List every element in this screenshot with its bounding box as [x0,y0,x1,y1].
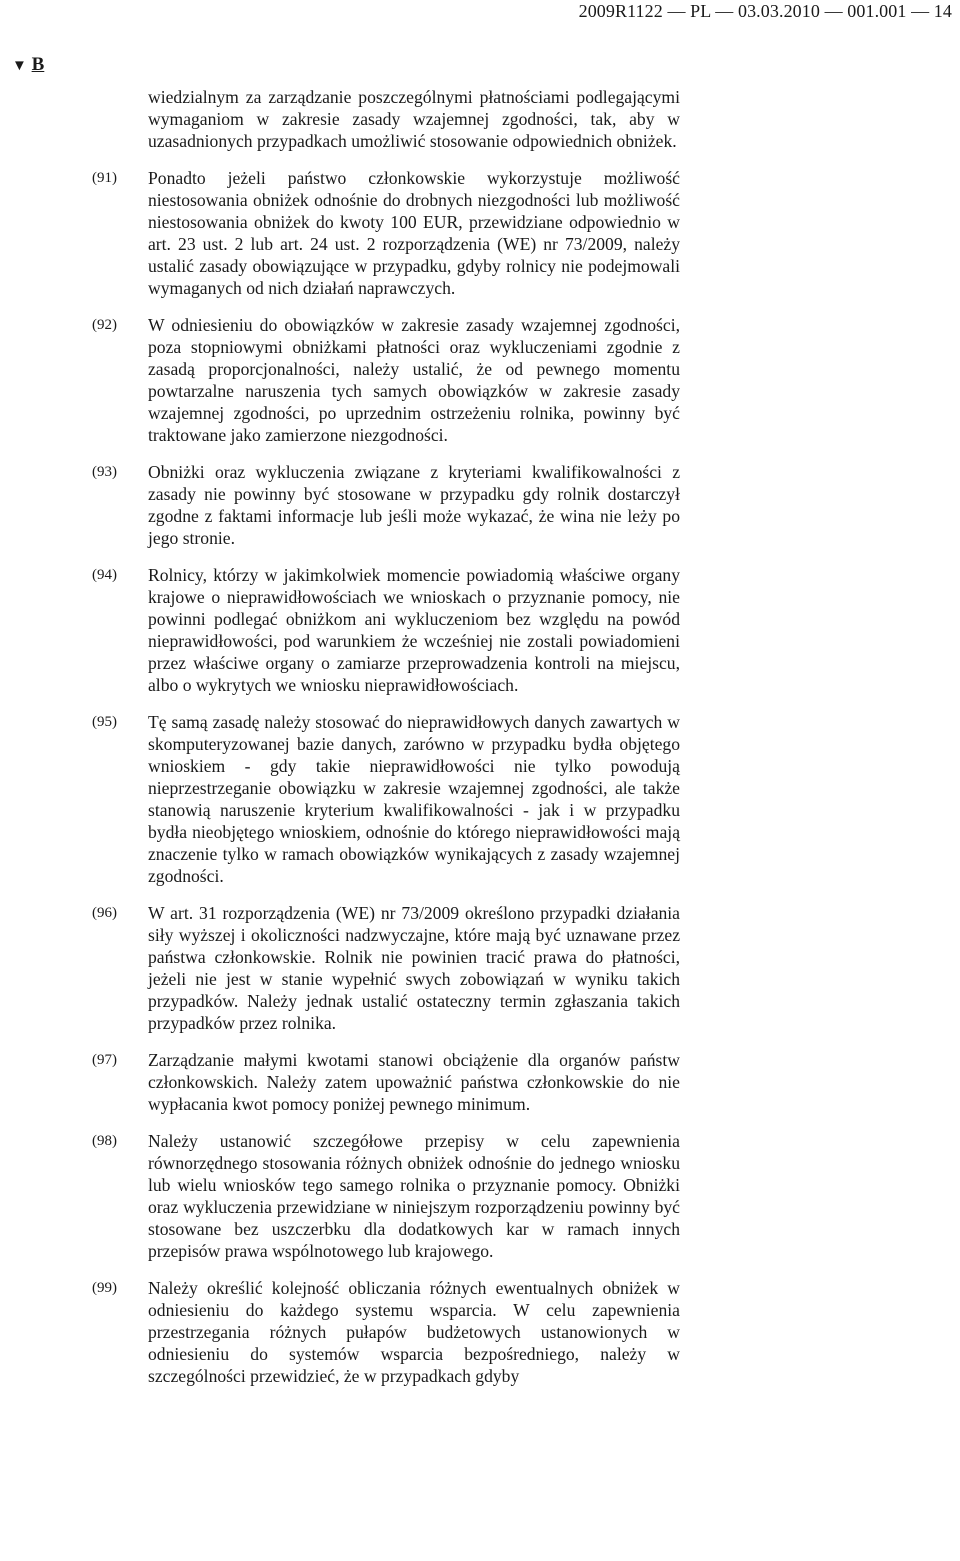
recital-number: (93) [92,464,117,480]
amendment-letter: B [31,54,45,75]
recital-text: Obniżki oraz wykluczenia związane z kryteriami kwalifikowalności z zasady nie powinny być stosowane w przypadku gdy rolnik dostarczył zgodne z faktami informacje lub jeśli może wykazać, że wina nie leży po jego stronie. [148,462,680,548]
recital-text: Należy określić kolejność obliczania różnych ewentualnych obniżek w odniesieniu do każdego systemu wsparcia. W celu zapewnienia przestrzegania różnych pułapów budżetowych ustanowionych w odniesieniu do systemów wsparcia bezpośredniego, należy w szczególności przewidzieć, że w przypadkach gdyby [148,1278,680,1386]
recitals-body [92,86,680,1387]
recital-text: Tę samą zasadę należy stosować do nieprawidłowych danych zawartych w skomputeryzowanej bazie danych, zarówno w przypadku bydła objętego wnioskiem - gdy takie nieprawidłowości nie tylko powodują nieprzestrzeganie obowiązku w zakresie wzajemnej zgodności, ale także stanowią naruszenie kryterium kwalifikowalności - jak i w przypadku bydła nieobjętego wnioskiem, odnośnie do którego nieprawidłowości mają znaczenie tylko w ramach obowiązków wynikających z zasady wzajemnej zgodności. [148,712,680,886]
recital-number: (96) [92,905,117,921]
recital-97 [92,1049,680,1115]
amendment-marker [12,54,44,76]
recital-93 [92,461,680,549]
recital-number: (99) [92,1280,117,1296]
recital-95 [92,711,680,887]
recital-91 [92,167,680,299]
recital-number: (98) [92,1133,117,1149]
recital-text: W art. 31 rozporządzenia (WE) nr 73/2009 określono przypadki działania siły wyższej i okoliczności nadzwyczajne, które mają być uznawane przez państwa członkowskie. Rolnik nie powinien tracić prawa do płatności, jeżeli nie jest w stanie wypełnić swych zobowiązań w wyniku takich przypadków. Należy jednak ustalić ostateczny termin zgłaszania takich przypadków przez rolnika. [148,903,680,1033]
triangle-down-icon: ▼ [12,58,27,74]
recital-number: (92) [92,317,117,333]
recital-text: W odniesieniu do obowiązków w zakresie zasady wzajemnej zgodności, poza stopniowymi obniżkami płatności oraz wykluczeniami zgodnie z zasadą proporcjonalności, należy ustalić, że od pewnego momentu powtarzalne naruszenia tych samych obowiązków w zakresie zasady wzajemnej zgodności, po uprzednim ostrzeżeniu rolnika, powinny być traktowane jako zamierzone niezgodności. [148,315,680,445]
recital-99 [92,1277,680,1387]
recital-96 [92,902,680,1034]
intro-paragraph: wiedzialnym za zarządzanie poszczególnymi płatnościami podlegającymi wymaganiom w zakresie zasady wzajemnej zgodności, tak, aby w uzasadnionych przypadkach umożliwić stosowanie odpowiednich obniżek. [148,87,680,151]
recital-text: Zarządzanie małymi kwotami stanowi obciążenie dla organów państw członkowskich. Należy zatem upoważnić państwa członkowskie do nie wypłacania kwot pomocy poniżej pewnego minimum. [148,1050,680,1114]
recital-text: Należy ustanowić szczegółowe przepisy w celu zapewnienia równorzędnego stosowania różnych obniżek odnośnie do jednego wniosku lub wielu wniosków tego samego rolnika o przyznanie pomocy. Obniżki oraz wykluczenia przewidziane w niniejszym rozporządzeniu powinny być stosowane bez uszczerbku dla dodatkowych kar w ramach innych przepisów prawa wspólnotowego lub krajowego. [148,1131,680,1261]
recital-98 [92,1130,680,1262]
recital-number: (95) [92,714,117,730]
document-header: 2009R1122 — PL — 03.03.2010 — 001.001 — 14 [578,1,952,21]
recital-number: (91) [92,170,117,186]
recital-text: Rolnicy, którzy w jakimkolwiek momencie powiadomią właściwe organy krajowe o nieprawidłowościach we wnioskach o przyznanie pomocy, nie powinni podlegać obniżkom ani wykluczeniom bez względu na powód nieprawidłowości, pod warunkiem że wcześniej nie zostali powiadomieni przez właściwe organy o zamiarze przeprowadzenia kontroli na miejscu, albo o wykrytych we wniosku nieprawidłowościach. [148,565,680,695]
recital-text: Ponadto jeżeli państwo członkowskie wykorzystuje możliwość niestosowania obniżek odnośnie do drobnych niezgodności lub możliwość niestosowania obniżek do kwoty 100 EUR, przewidziane odpowiednio w art. 23 ust. 2 lub art. 24 ust. 2 rozporządzenia (WE) nr 73/2009, należy ustalić zasady obowiązujące w przypadku, gdyby rolnicy nie podejmowali wymaganych od nich działań naprawczych. [148,168,680,298]
recital-94 [92,564,680,696]
recital-number: (94) [92,567,117,583]
recital-92 [92,314,680,446]
recital-number: (97) [92,1052,117,1068]
